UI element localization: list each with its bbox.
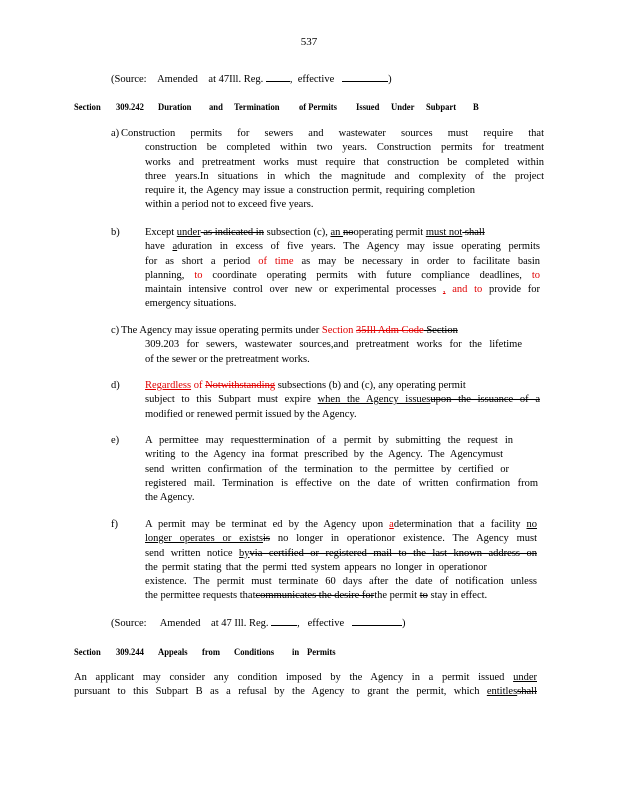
source-note-1: (Source: Amended at 47Ill. Reg. , effective ) — [111, 74, 392, 85]
effective-date-blank — [342, 72, 388, 82]
paragraph-b: b) Except under as indicated in subsection (c), an nooperating permit must not shall have aduration in excess of five years. The Agency may issue operating permits for as short a period of time as may be necessary in order to facilitate basin planning, to coordinate operating permits with future compliance deadlines, to maintain intensive control over new or experimental processes , and to provide for emergency situations. — [111, 227, 540, 310]
paragraph-f: f) A permit may be terminat ed by the Agency upon adetermination that a facility no longer operates or existsis no longer in operationor existence. The Agency must send written notice byvia certified or registered mail to the last known address on the permit stating that the permi tted system appears no longer in operationor existence. The permit must terminate 60 days after the date of notification unless the permittee requests thatcommunicates the desire forthe permit to stay in effect. — [111, 519, 537, 602]
reg-blank-2 — [271, 616, 297, 626]
paragraph-e: e) A permittee may requesttermination of a permit by submitting the request in writing to the Agency ina format prescribed by the Agency. The Agencymust send written confirmation of the termination to the permittee by certified or registered mail. Termination is effective on the date of written confirmation from the Agency. — [111, 435, 538, 504]
page-number: 537 — [300, 36, 318, 48]
paragraph-a: a) Construction permits for sewers and wastewater sources must require that construction be completed within two years. Construction permits for treatment works and pretreatment works must require that construction be completed within three years.In situations in which the magnitude and complexity of the project require it, the Agency may issue a construction permit, requiring completion within a period not to exceed five years. — [111, 128, 544, 211]
source-note-2: (Source: Amended at 47 Ill. Reg. , effective ) — [111, 618, 406, 629]
reg-blank — [266, 72, 290, 82]
document-page: 537 (Source: Amended at 47Ill. Reg. , effective ) Section 309.242 Duration and Termination of Permits Issued Under Subpart B a) Construction permits for sewers and wastewater sources must require that construction be completed within two years. Construction permits for treatment works and pretreatment works must require that construction be completed within three years.In situations in which the magnitude and complexity of the project require it, the Agency may issue a construction permit, requiring completion within a period not to exceed five years. b) Except under as indicated in subsection (c), an nooperating permit must not shall have aduration in excess of five years. The Agency may issue operating permits for as short a period of time as may be necessary in order to facilitate basin planning, to coordinate operating permits with future compliance deadlines, to maintain intensive control over new or experimental processes , and to provide for emergency situations. c) The Agency may issue operating permits under Section 35Ill Adm Code Section 309.203 for sewers, wastewater sources,and pretreatment works for the lifetime of the sewer or the pretreatment works. d) Regardless of Notwithstanding subsections (b) and (c), any operating permit subject to this Subpart must expire when the Agency issuesupon the issuance of a modified or renewed permit issued by the Agency. e) A permittee may requesttermination of a permit by submitting the request in writing to the Agency ina format prescribed by the Agency. The Agencymust send written confirmation of the termination to the permittee by certified or registered mail. Termination is effective on the date of written confirmation from the Agency. f) A permit may be terminat ed by the Agency upon adetermination that a facility no longer operates or existsis no longer in operationor existence. The Agency must send written notice byvia certified or registered mail to the last known address on the permit stating that the permi tted system appears no longer in operationor existence. The permit must terminate 60 days after the date of notification unless the permittee requests thatcommunicates the desire forthe permit to stay in effect. (Source: Amended at 47 Ill. Reg. , effective ) Section 309.244 Appeals from Conditions in Permits An applicant may consider any condition imposed by the Agency in a permit issued under pursuant to this Subpart B as a refusal by the Agency to grant the permit, which entitlesshall — [0, 0, 618, 800]
paragraph-appeals: An applicant may consider any condition imposed by the Agency in a permit issued under pursuant to this Subpart B as a refusal by the Agency to grant the permit, which entitlesshall — [74, 672, 537, 698]
paragraph-c: c) The Agency may issue operating permits under Section 35Ill Adm Code Section 309.203 for sewers, wastewater sources,and pretreatment works for the lifetime of the sewer or the pretreatment works. — [111, 325, 522, 365]
paragraph-d: d) Regardless of Notwithstanding subsections (b) and (c), any operating permit subject to this Subpart must expire when the Agency issuesupon the issuance of a modified or renewed permit issued by the Agency. — [111, 380, 540, 420]
effective-date-blank-2 — [352, 616, 402, 626]
